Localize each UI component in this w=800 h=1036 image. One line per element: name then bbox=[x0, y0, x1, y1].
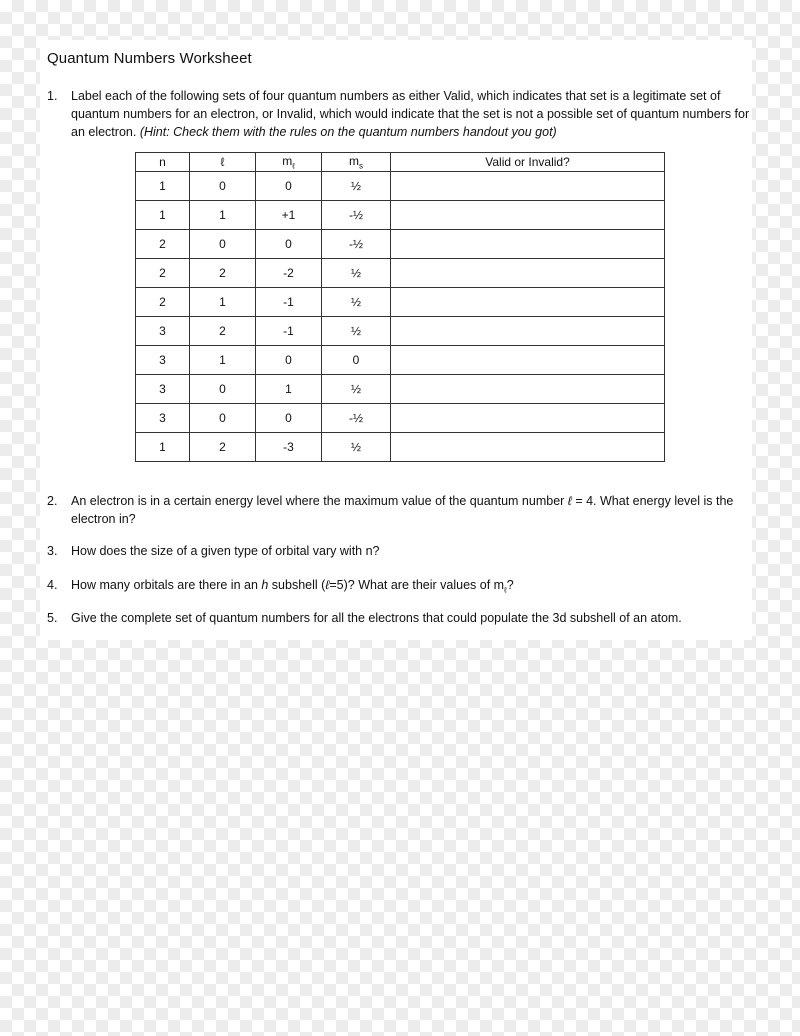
table-row bbox=[136, 172, 665, 201]
cell-valid[interactable] bbox=[391, 375, 665, 404]
cell-ms: ½ bbox=[322, 433, 391, 462]
table-row bbox=[136, 346, 665, 375]
question-text: How many orbitals are there in an h subshell (ℓ=5)? What are their values of $m_\ell$? bbox=[71, 578, 514, 595]
cell-ml: 0 bbox=[256, 172, 322, 201]
cell-ms: ½ bbox=[322, 317, 391, 346]
question-number: 3. bbox=[47, 544, 58, 558]
cell-n: 3 bbox=[136, 375, 190, 404]
header-ms: $m_s$ bbox=[322, 153, 391, 172]
cell-n: 1 bbox=[136, 433, 190, 462]
cell-l: 0 bbox=[190, 375, 256, 404]
table-row bbox=[136, 201, 665, 230]
question-number: 4. bbox=[47, 578, 58, 592]
cell-ms: ½ bbox=[322, 288, 391, 317]
table-row bbox=[136, 230, 665, 259]
question-text: How does the size of a given type of orbital vary with n? bbox=[71, 544, 380, 558]
header-l: ℓ bbox=[190, 153, 256, 172]
cell-ml: 0 bbox=[256, 404, 322, 433]
question-1-text: Label each of the following sets of four quantum numbers as either Valid, which indicates that set is a legitimate set of quantum numbers for an electron, or Invalid, which would indicate that the set is not a possible set of quantum numbers for an electron. bbox=[71, 89, 750, 139]
cell-n: 1 bbox=[136, 172, 190, 201]
cell-valid[interactable] bbox=[391, 172, 665, 201]
cell-ml: -2 bbox=[256, 259, 322, 288]
cell-l: 2 bbox=[190, 317, 256, 346]
cell-ml: -1 bbox=[256, 317, 322, 346]
cell-valid[interactable] bbox=[391, 288, 665, 317]
cell-l: 2 bbox=[190, 259, 256, 288]
cell-ml: +1 bbox=[256, 201, 322, 230]
cell-ml: -3 bbox=[256, 433, 322, 462]
question-number: 1. bbox=[47, 89, 58, 103]
cell-ms: ½ bbox=[322, 259, 391, 288]
cell-ms: ½ bbox=[322, 375, 391, 404]
question-number: 5. bbox=[47, 611, 58, 625]
table-header-row bbox=[136, 153, 665, 172]
header-valid: Valid or Invalid? bbox=[391, 153, 665, 172]
cell-n: 3 bbox=[136, 317, 190, 346]
question-text: Give the complete set of quantum numbers for all the electrons that could populate the 3d subshell of an atom. bbox=[71, 611, 682, 625]
cell-n: 2 bbox=[136, 259, 190, 288]
header-ml: $m_\ell$ bbox=[256, 153, 322, 172]
question-text: An electron is in a certain energy level where the maximum value of the quantum number ℓ = 4. What energy level is the electron in? bbox=[71, 494, 734, 526]
cell-l: 2 bbox=[190, 433, 256, 462]
quantum-numbers-table bbox=[135, 152, 665, 462]
cell-ms: ½ bbox=[322, 172, 391, 201]
cell-l: 0 bbox=[190, 172, 256, 201]
cell-valid[interactable] bbox=[391, 317, 665, 346]
cell-ml: -1 bbox=[256, 288, 322, 317]
table-row bbox=[136, 433, 665, 462]
cell-l: 1 bbox=[190, 288, 256, 317]
cell-ms: -½ bbox=[322, 230, 391, 259]
cell-n: 3 bbox=[136, 404, 190, 433]
cell-ml: 1 bbox=[256, 375, 322, 404]
cell-valid[interactable] bbox=[391, 404, 665, 433]
cell-ml: 0 bbox=[256, 230, 322, 259]
cell-valid[interactable] bbox=[391, 433, 665, 462]
table-row bbox=[136, 375, 665, 404]
cell-l: 1 bbox=[190, 346, 256, 375]
page-title: Quantum Numbers Worksheet bbox=[47, 50, 252, 67]
question-text bbox=[71, 87, 751, 141]
cell-l: 1 bbox=[190, 201, 256, 230]
cell-n: 2 bbox=[136, 288, 190, 317]
table-row bbox=[136, 404, 665, 433]
cell-valid[interactable] bbox=[391, 346, 665, 375]
cell-n: 3 bbox=[136, 346, 190, 375]
cell-l: 0 bbox=[190, 404, 256, 433]
cell-l: 0 bbox=[190, 230, 256, 259]
question-1-hint: (Hint: Check them with the rules on the quantum numbers handout you got) bbox=[139, 125, 557, 139]
cell-valid[interactable] bbox=[391, 230, 665, 259]
cell-ms: -½ bbox=[322, 201, 391, 230]
cell-ml: 0 bbox=[256, 346, 322, 375]
cell-n: 2 bbox=[136, 230, 190, 259]
cell-ms: -½ bbox=[322, 404, 391, 433]
header-n: n bbox=[136, 153, 190, 172]
table-row bbox=[136, 288, 665, 317]
cell-n: 1 bbox=[136, 201, 190, 230]
question-number: 2. bbox=[47, 494, 58, 508]
table-row bbox=[136, 317, 665, 346]
cell-ms: 0 bbox=[322, 346, 391, 375]
cell-valid[interactable] bbox=[391, 201, 665, 230]
table-row bbox=[136, 259, 665, 288]
cell-valid[interactable] bbox=[391, 259, 665, 288]
